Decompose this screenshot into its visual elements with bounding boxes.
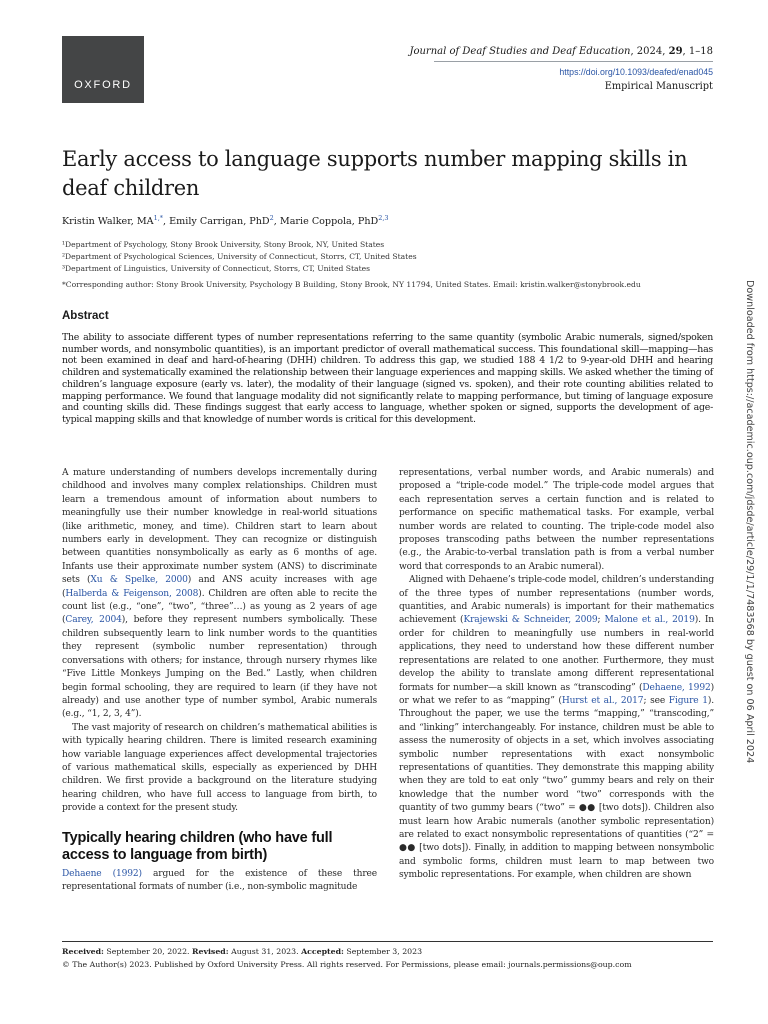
author-name: Kristin Walker, MA	[62, 216, 154, 228]
logo-text: OXFORD	[74, 79, 132, 91]
paragraph: The vast majority of research on children’s mathematical abilities is with typically hearing children. There is limited research examining how variable language experiences affect developmental trajectories of various mathematical skills, especially as experienced by DHH children. We first provide a background on the literature studying hearing children, who have full access to language from birth, to provide a context for the present study.	[62, 722, 377, 814]
citation-link[interactable]: Halberda & Feigenson, 2008	[65, 588, 199, 599]
citation-link[interactable]: Dehaene (1992)	[62, 868, 142, 879]
author-name: Emily Carrigan, PhD	[169, 216, 270, 228]
section-heading: Typically hearing children (who have full access to language from birth)	[62, 829, 333, 863]
citation-link[interactable]: Malone et al., 2019	[604, 615, 695, 626]
citation-link[interactable]: Krajewski & Schneider, 2009	[463, 615, 598, 626]
author-list: Kristin Walker, $MA^{1,*}$, Emily Carrigan, PhD$^2$, Marie Coppola, PhD$^{2,3}$	[62, 214, 389, 228]
text-run: argued for the existence of these three representational formats of number (i.e., non-symbolic magnitude	[62, 868, 377, 892]
affiliations	[62, 239, 641, 291]
author-name: Marie Coppola, PhD	[279, 216, 379, 228]
paragraph	[62, 868, 377, 895]
text-run: ). Children are often able to recite the count list (e.g., “one”, “two”, “three”…) as young as 2 years of age (	[62, 588, 377, 626]
text-run: A mature understanding of numbers develops incrementally during childhood and involves many complex relationships. Children must learn a tremendous amount of information about numbers to meaningfully use their number knowledge in real-world situations (like arithmetic, money, and time). Children start to learn about numbers early in development. They can recognize or distinguish between quantities nonsymbolically as early as 6 months of age. Infants use their approximate number system (ANS) to discriminate sets (	[62, 468, 377, 586]
affiliation: ¹Department of Psychology, Stony Brook University, Stony Brook, NY, United States	[62, 240, 385, 249]
dates-line: Received: September 20, 2022. Revised: August 31, 2023. Accepted: September 3, 2023	[62, 947, 423, 956]
body-column-right	[399, 467, 714, 927]
journal-name: Journal of Deaf Studies and Deaf Education	[409, 46, 631, 57]
affiliation-marker[interactable]: 2,3	[378, 214, 389, 222]
journal-year: , 2024,	[630, 46, 669, 57]
citation-link[interactable]: Xu & Spelke, 2000	[90, 575, 188, 586]
footer-rule	[62, 941, 713, 942]
text-run: ) and ANS acuity increases with age (	[62, 575, 377, 599]
journal-pages: , 1–18	[682, 46, 713, 57]
text-run: ). In order for children to meaningfully use numbers in real-world applications, they need to understand how these different number representations are related to one another. Furthermore, they must develop the ability to translate among different representational formats for number—a skill known as “transcoding” (	[399, 615, 714, 693]
article-footer	[62, 946, 632, 971]
text-run: ; see	[643, 695, 669, 706]
journal-volume: 29	[668, 46, 683, 57]
paragraph: representations, verbal number words, and Arabic numerals) and proposed a “triple-code model.” The triple-code model argues that each representation serves a certain function and is related to performance on specific mathematical tasks. For example, verbal number words are related to counting. The triple-code model also proposes transcoding paths between the number representations (e.g., the Arabic-to-verbal translation path is from a verbal number word that corresponds to an Arabic numeral).	[399, 468, 714, 572]
corresponding-author: *Corresponding author: Stony Brook University, Psychology B Building, Stony Brook, NY 11794, United States. Email: kristin.walker@stonybrook.edu	[62, 280, 641, 289]
body-column-left	[62, 467, 377, 937]
oxford-logo	[62, 36, 144, 103]
doi-link[interactable]: https://doi.org/10.1093/deafed/enad045	[559, 67, 713, 77]
journal-citation	[409, 45, 713, 58]
paragraph	[399, 574, 714, 882]
text-run: Aligned with Dehaene’s triple-code model, children’s understanding of the three types of number representations (number words, quantities, and Arabic numerals) is important for their mathematics achievement (	[399, 575, 714, 626]
affiliation-marker[interactable]: 1,*	[153, 214, 164, 222]
article-title: Early access to language supports number mapping skills in deaf children	[62, 147, 688, 200]
affiliation: ²Department of Psychological Sciences, University of Connecticut, Storrs, CT, United States	[62, 252, 417, 261]
abstract-heading: Abstract	[62, 310, 109, 322]
citation-link[interactable]: Dehaene, 1992	[642, 682, 711, 693]
text-run: ;	[597, 615, 605, 626]
paragraph	[62, 467, 377, 722]
manuscript-type: Empirical Manuscript	[604, 81, 713, 92]
text-run: ) or what we refer to as “mapping” (	[399, 682, 714, 706]
affiliation-marker[interactable]: 2	[269, 214, 274, 222]
text-run: ). Throughout the paper, we use the terms “mapping,” “transcoding,” and “linking” interchangeably. For instance, children must be able to assess the numerosity of objects in a set, which involves associating symbolic number representations with exact nonsymbolic representations of quantities. They demonstrate this mapping ability when they are told to eat only “two” gummy bears and rely on their knowledge that the number word “two” corresponds with the quantity of two gummy bears (“two” = ●● [two dots]). Children also must learn how Arabic numerals (another symbolic representation) are related to exact nonsymbolic representations of quantities (“2” = ●● [two dots]). Finally, in addition to mapping between nonsymbolic and symbolic forms, children must learn to map between two symbolic representations. For example, when children are shown	[399, 695, 714, 881]
copyright-line: © The Author(s) 2023. Published by Oxford University Press. All rights reserved. For Permissions, please email: journals.permissions@oup.com	[62, 959, 632, 969]
citation-link[interactable]: Carey, 2004	[65, 615, 122, 626]
abstract-text: The ability to associate different types of number representations referring to the same quantity (symbolic Arabic numerals, signed/spoken number words, and nonsymbolic quantities), is an important predictor of overall mathematical success. This foundational skill—mapping—has not been examined in deaf and hard-of-hearing (DHH) children. To address this gap, we studied 188 4 1/2 to 9-year-old DHH and hearing children and systematically examined the relationship between their language experiences and mapping skills. We asked whether the timing of children’s language exposure (early vs. later), the modality of their language (signed vs. spoken), and their rote counting abilities related to mapping performance. We found that language modality did not significantly relate to mapping performance, but timing of language exposure and counting skills did. These findings suggest that early access to language, whether spoken or signed, supports the development of age-typical mapping skills and that knowledge of number words is critical for this development.	[62, 332, 713, 425]
text-run: ), before they represent numbers symbolically. These children subsequently learn to link number words to the quantities they represent (symbolic number representation) through conversations with others; for instance, through nursery rhymes like “Five Little Monkeys Jumping on the Bed.” Lastly, when children begin formal schooling, they are required to learn (if they have not already) and use another type of number symbol, Arabic numerals (e.g., “1, 2, 3, 4”).	[62, 615, 377, 720]
header-rule	[434, 61, 713, 62]
download-notice: Downloaded from https://academic.oup.com/jdsde/article/29/1/1/7483568 by guest on 06 April 2024	[744, 280, 755, 764]
citation-link[interactable]: Hurst et al., 2017	[561, 695, 644, 706]
affiliation: ³Department of Linguistics, University of Connecticut, Storrs, CT, United States	[62, 264, 371, 273]
citation-link[interactable]: Figure 1	[668, 695, 708, 706]
